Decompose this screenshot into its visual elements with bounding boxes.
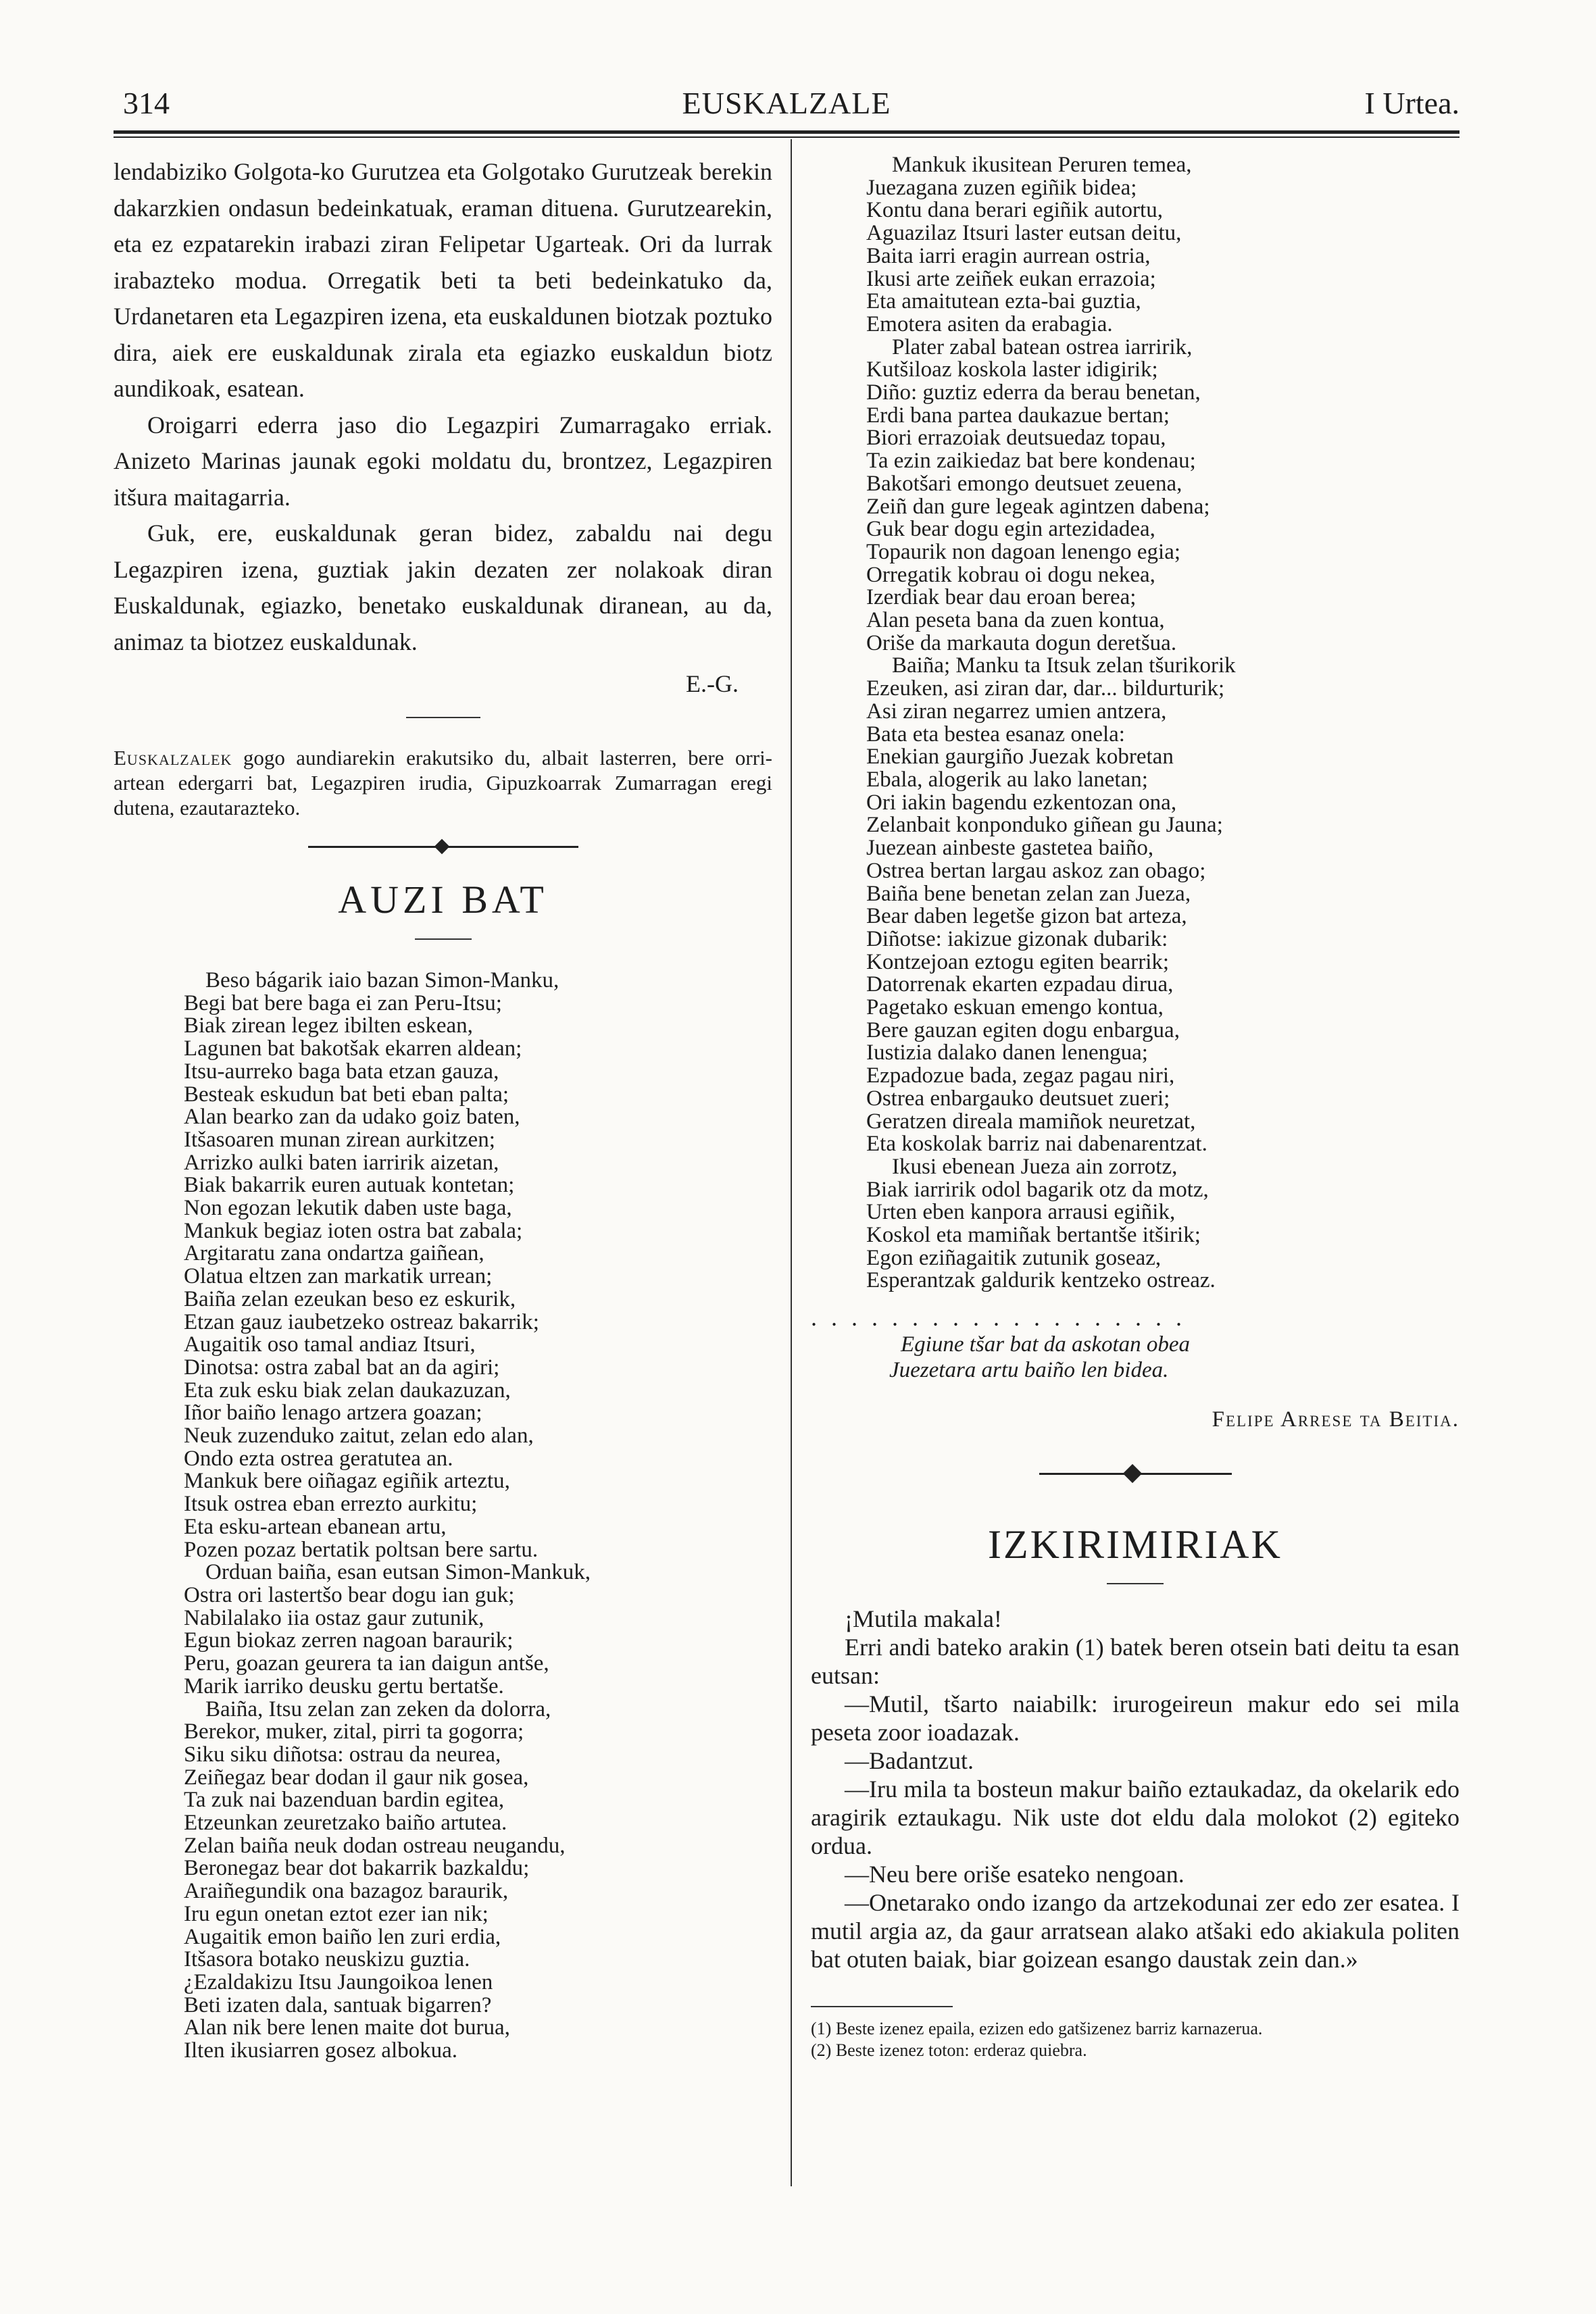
verse-line: Itšasora botako neuskizu guztia.: [184, 1947, 470, 1972]
verse-line: Iru egun onetan eztot ezer ian nik;: [184, 1901, 489, 1926]
verse-line: ¿Ezaldakizu Itsu Jaungoikoa lenen: [184, 1969, 493, 1994]
verse-line: Eta esku-artean ebanean artu,: [184, 1514, 447, 1539]
journal-title: EUSKALZALE: [682, 86, 891, 120]
verse-line: Ostra ori lastertšo bear dogu ian guk;: [184, 1582, 515, 1607]
verse-line: Urten eben kanpora arrausi egiñik,: [866, 1200, 1176, 1225]
verse-line: Beronegaz bear dot bakarrik bazkaldu;: [184, 1856, 530, 1881]
verse-line: Eta zuk esku biak zelan daukazuzan,: [184, 1378, 511, 1403]
verse-line: Ta zuk nai bazenduan bardin egitea,: [184, 1788, 505, 1813]
footnotes: [811, 2018, 1460, 2061]
verse-line: Esperantzak galdurik kentzeko ostreaz.: [866, 1268, 1216, 1293]
verse-line: Geratzen direala mamiñok neuretzat,: [866, 1109, 1196, 1134]
paragraph: Erri andi bateko arakin (1) batek beren otsein bati deitu ta esan eutsan:: [811, 1634, 1460, 1690]
verse-line: Etzan gauz iaubetzeko ostreaz bakarrik;: [184, 1309, 539, 1334]
verse-line: Kontzejoan eztogu egiten bearrik;: [866, 949, 1170, 974]
ornament-diamond-icon: [1122, 1464, 1141, 1483]
verse-line: Ilten ikusiarren gosez albokua.: [184, 2038, 458, 2063]
verse-line: Alan peseta bana da zuen kontua,: [866, 608, 1165, 633]
verse-line: Guk bear dogu egin artezidadea,: [866, 517, 1155, 542]
verse-line: Augaitik oso tamal andiaz Itsuri,: [184, 1332, 476, 1357]
verse-line: Erdi bana partea daukazue bertan;: [866, 403, 1170, 428]
verse-line: Biak iarririk odol bagarik otz da motz,: [866, 1177, 1209, 1202]
verse-line: Mankuk begiaz ioten ostra bat zabala;: [184, 1218, 523, 1243]
verse-line: Augaitik emon baiño len zuri erdia,: [184, 1924, 501, 1949]
verse-line: Neuk zuzenduko zaitut, zelan edo alan,: [184, 1424, 534, 1449]
separator-rule: [406, 717, 480, 718]
verse-line: Ori iakin bagendu ezkentozan ona,: [866, 790, 1177, 815]
verse-line: Itsu-aurreko baga bata etzan gauza,: [184, 1059, 499, 1084]
verse-line: Zeiñ dan gure legeak agintzen dabena;: [866, 494, 1210, 519]
verse-line: Juezean ainbeste gastetea baiño,: [866, 836, 1154, 861]
paragraph: —Badantzut.: [845, 1747, 974, 1775]
verse-line: Berekor, muker, zital, pirri ta gogorra;: [184, 1719, 524, 1744]
verse-line: Olatua eltzen zan markatik urrean;: [184, 1264, 493, 1289]
verse-line: Ikusi arte zeiñek eukan errazoia;: [866, 266, 1156, 291]
verse-line: Ostrea enbargauko deutsuet zueri;: [866, 1086, 1170, 1111]
verse-line: Orregatik kobrau oi dogu nekea,: [866, 562, 1155, 587]
footnote: (1) Beste izenez epaila, ezizen edo gatšizenez barriz karnazerua.: [811, 2019, 1263, 2039]
ornament-divider: [1039, 1463, 1232, 1484]
section-title: AUZI BAT: [338, 878, 548, 922]
poem-continued: [811, 154, 1460, 1292]
verse-line: Izerdiak bear dau eroan berea;: [866, 585, 1137, 610]
verse-line: Baiña, Itsu zelan zan zeken da dolorra,: [205, 1696, 551, 1721]
moral-line: Juezetara artu baiño len bidea.: [889, 1358, 1169, 1383]
verse-line: Oriše da markauta dogun deretšua.: [866, 630, 1177, 655]
verse-line: Pozen pozaz bertatik poltsan bere sartu.: [184, 1537, 539, 1562]
verse-line: Diño: guztiz ederra da berau benetan,: [866, 380, 1201, 405]
header-rule-thick: [114, 130, 1460, 134]
verse-line: Bere gauzan egiten dogu enbargua,: [866, 1017, 1180, 1042]
dialogue-body: [811, 1605, 1460, 1973]
verse-line: Pagetako eskuan emengo kontua,: [866, 995, 1164, 1020]
verse-line: Bakotšari emongo deutsuet zeuena,: [866, 471, 1182, 496]
paragraph: Guk, ere, euskaldunak geran bidez, zabaldu nai degu Legazpiren izena, guztiak jakin dezaten zer nolakoak diran Euskaldunak, egiazko, benetako euskaldunak diranean, au da, animaz ta biotzez euskaldunak.: [114, 520, 772, 655]
ornament-divider: [308, 836, 578, 857]
paragraph: lendabiziko Golgota-ko Gurutzea eta Golgotako Gurutzeak berekin dakarzkien ondasun bedeinkatuak, eraman dituena. Gurutzearekin, eta ez ezpatarekin irabazi ziran Felipetar Ugarteak. Ori da lurrak irabazteko modua. Orregatik beti ta beti bedeinkatuko da, Urdanetaren eta Legazpiren izena, eta euskaldunen biotzak poztuko dira, aiek ere euskaldunak zirala eta egiazko euskaldun biotz aundikoak, esatean.: [114, 158, 772, 402]
title-rule: [415, 938, 472, 940]
verse-line: Dinotsa: ostra zabal bat an da agiri;: [184, 1355, 500, 1380]
running-header: [114, 85, 1460, 126]
verse-line: Itšasoaren munan zirean aurkitzen;: [184, 1127, 495, 1152]
verse-line: Itsuk ostrea eban errezto aurkitu;: [184, 1492, 478, 1517]
verse-line: Etzeunkan zeuretzako baiño artutea.: [184, 1811, 507, 1836]
verse-line: Ezeuken, asi ziran dar, dar... bildurturik;: [866, 676, 1225, 701]
verse-line: Besteak eskudun bat beti eban palta;: [184, 1082, 509, 1107]
section-title: IZKIRIMIRIAK: [988, 1522, 1282, 1567]
right-column: [811, 154, 1460, 2061]
verse-line: Zelanbait konponduko giñean gu Jauna;: [866, 813, 1223, 838]
verse-line: Ezpadozue bada, zegaz pagau niri,: [866, 1063, 1175, 1088]
paragraph: —Iru mila ta bosteun makur baiño eztaukadaz, da okelarik edo aragirik eztaukagu. Nik uste dot eldu dala molokot (2) egiteko ordua.: [811, 1776, 1460, 1860]
verse-line: Non egozan lekutik daben uste baga,: [184, 1196, 512, 1221]
verse-line: Aguazilaz Itsuri laster eutsan deitu,: [866, 221, 1182, 246]
footnote-rule: [811, 2006, 953, 2007]
editorial-note: [114, 745, 772, 820]
verse-line: Beso bágarik iaio bazan Simon-Manku,: [205, 968, 559, 992]
footnote: (2) Beste izenez toton: erderaz quiebra.: [811, 2040, 1087, 2061]
verse-line: Nabilalako iia ostaz gaur zutunik,: [184, 1605, 484, 1630]
page-number: 314: [123, 86, 170, 120]
verse-line: Datorrenak ekarten ezpadau dirua,: [866, 972, 1174, 997]
verse-line: Mankuk bere oiñagaz egiñik arteztu,: [184, 1469, 510, 1494]
paragraph: —Neu bere oriše esateko nengoan.: [845, 1861, 1184, 1888]
verse-line: Eta koskolak barriz nai dabenarentzat.: [866, 1132, 1207, 1157]
verse-line: Ondo ezta ostrea geratutea an.: [184, 1446, 453, 1471]
verse-line: Bata eta bestea esanaz onela:: [866, 722, 1125, 747]
verse-line: Enekian gaurgiño Juezak kobretan: [866, 745, 1174, 770]
note-lead: Euskalzalek: [114, 746, 232, 770]
verse-line: Alan nik bere lenen maite dot burua,: [184, 2015, 510, 2040]
poem-author: Felipe Arrese ta Beitia.: [1212, 1407, 1460, 1432]
verse-line: Ta ezin zaikiedaz bat bere kondenau;: [866, 449, 1196, 474]
verse-line: Plater zabal batean ostrea iarririk,: [892, 334, 1193, 359]
verse-line: Iñor baiño lenago artzera goazan;: [184, 1401, 482, 1426]
verse-line: Baita iarri eragin aurrean ostria,: [866, 243, 1151, 268]
verse-line: Eta amaitutean ezta-bai guztia,: [866, 289, 1141, 314]
verse-line: Diñotse: iakizue gizonak dubarik:: [866, 926, 1168, 951]
verse-line: Lagunen bat bakotšak ekarren aldean;: [184, 1036, 522, 1061]
note-text: gogo aundiarekin erakutsiko du, albait lasterren, bere orri-artean edergarri bat, Legazpiren irudia, Gipuzkoarrak Zumarragan eregi dutena, ezautarazteko.: [114, 746, 772, 820]
verse-line: Begi bat bere baga ei zan Peru-Itsu;: [184, 990, 502, 1015]
paragraph: Oroigarri ederra jaso dio Legazpiri Zumarragako erriak. Anizeto Marinas jaunak egoki moldatu du, brontzez, Legazpiren itšura maitagarria.: [114, 411, 772, 511]
verse-line: Ostrea bertan largau askoz zan obago;: [866, 858, 1206, 883]
verse-line: Peru, goazan geurera ta ian daigun antše,: [184, 1651, 549, 1676]
signature: E.-G.: [686, 670, 739, 697]
verse-line: Baiña; Manku ta Itsuk zelan tšurikorik: [892, 653, 1236, 678]
verse-line: Baiña bene benetan zelan zan Jueza,: [866, 881, 1191, 906]
verse-line: Emotera asiten da erabagia.: [866, 311, 1113, 336]
paragraph: —Onetarako ondo izango da artzekodunai zer edo zer esatea. I mutil argia az, da gaur arratsean alako atšaki edo akiakula politen bat otuten baiak, biar goizean esango daustak zein dan.»: [811, 1889, 1460, 1973]
verse-line: Ikusi ebenean Jueza ain zorrotz,: [892, 1154, 1178, 1179]
year-label: I Urtea.: [1364, 86, 1460, 120]
verse-line: Biak zirean legez ibilten eskean,: [184, 1013, 473, 1038]
verse-line: Koskol eta mamiñak bertantše itširik;: [866, 1223, 1201, 1248]
verse-line: Araiñegundik ona bazagoz baraurik,: [184, 1879, 509, 1904]
verse-line: Orduan baiña, esan eutsan Simon-Mankuk,: [205, 1560, 591, 1585]
ornament-diamond-icon: [434, 839, 449, 855]
verse-line: Egun biokaz zerren nagoan baraurik;: [184, 1628, 514, 1653]
column-divider: [791, 139, 792, 2186]
verse-line: Ebala, alogerik au lako lanetan;: [866, 767, 1148, 792]
verse-line: Biak bakarrik euren autuak kontetan;: [184, 1173, 515, 1198]
verse-line: Alan bearko zan da udako goiz baten,: [184, 1105, 520, 1130]
verse-line: Zeiñegaz bear dodan il gaur nik gosea,: [184, 1765, 529, 1790]
header-rule-thin: [114, 136, 1460, 138]
verse-line: Iustizia dalako danen lenengua;: [866, 1040, 1148, 1065]
verse-line: Kontu dana berari egiñik autortu,: [866, 198, 1163, 223]
verse-line: Juezagana zuzen egiñik bidea;: [866, 175, 1137, 200]
verse-line: Biori errazoiak deutsuedaz topau,: [866, 426, 1166, 451]
dialogue-heading: ¡Mutila makala!: [845, 1605, 1002, 1633]
verse-line: Kutšiloaz koskola laster idigirik;: [866, 357, 1158, 382]
left-column: [114, 154, 772, 2063]
paragraph: —Mutil, tšarto naiabilk: irurogeireun makur edo sei mila peseta zoor ioadazak.: [811, 1690, 1460, 1746]
verse-line: Arrizko aulki baten iarririk aizetan,: [184, 1150, 499, 1175]
verse-line: Argitaratu zana ondartza gaiñean,: [184, 1241, 484, 1266]
verse-line: Topaurik non dagoan lenengo egia;: [866, 539, 1181, 564]
moral-line: Egiune tšar bat da askotan obea: [901, 1332, 1191, 1357]
verse-line: Mankuk ikusitean Peruren temea,: [892, 153, 1192, 177]
verse-line: Bear daben legetše gizon bat arteza,: [866, 904, 1187, 929]
title-rule: [1107, 1583, 1164, 1584]
article-body: [114, 154, 772, 660]
verse-line: Egon eziñagaitik zutunik goseaz,: [866, 1245, 1162, 1270]
poem: [114, 970, 772, 2063]
verse-line: Siku siku diñotsa: ostrau da neurea,: [184, 1742, 501, 1767]
verse-line: Baiña zelan ezeukan beso ez eskurik,: [184, 1286, 516, 1311]
verse-line: Beti izaten dala, santuak bigarren?: [184, 1992, 492, 2017]
verse-line: Marik iarriko deusku gertu bertatše.: [184, 1674, 504, 1699]
verse-line: Asi ziran negarrez umien antzera,: [866, 699, 1167, 724]
dot-leader: ...................: [811, 1304, 1196, 1332]
verse-line: Zelan baiña neuk dodan ostreau neugandu,: [184, 1833, 566, 1858]
